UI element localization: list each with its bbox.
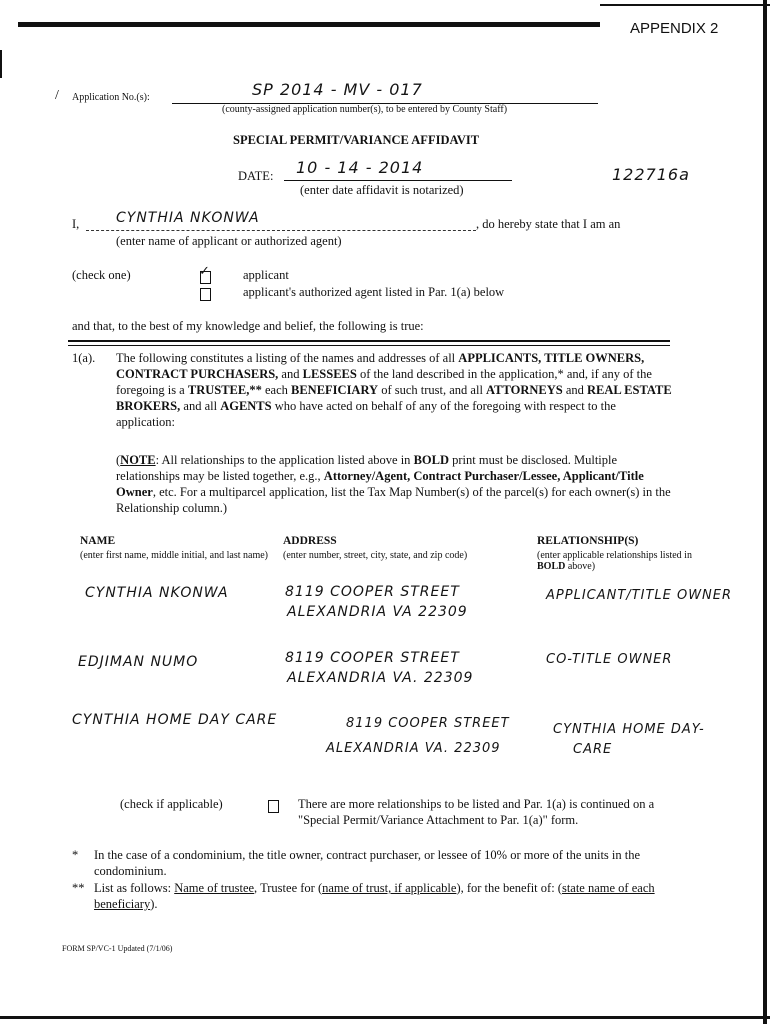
margin-slash: / <box>55 88 59 103</box>
top-rule <box>18 22 600 27</box>
footnote-1-text: In the case of a condominium, the title owner, contract purchaser, or lessee of 10% or more of the units in the condominium. <box>94 848 641 878</box>
entry-2-relationship: CO-TITLE OWNER <box>546 652 673 667</box>
application-label: Application No.(s): <box>72 92 150 103</box>
footnote-2-text: List as follows: Name of trustee, Trustee for (name of trust, if applicable), for the benefit of: (state name of each beneficiary). <box>94 881 655 911</box>
more-relationships-checkbox[interactable] <box>268 797 279 815</box>
check-applicable-text: There are more relationships to be listed and Par. 1(a) is continued on a "Special Permit/Variance Attachment to Par. 1(a)" form. <box>298 797 655 827</box>
statement-prefix: I, <box>72 217 80 231</box>
column-relationship-title: RELATIONSHIP(S) <box>537 535 639 547</box>
check-mark: ✓ <box>199 264 211 279</box>
truth-line: and that, to the best of my knowledge and belief, the following is true: <box>72 319 424 333</box>
check-applicable-label: (check if applicable) <box>120 797 223 811</box>
column-address-note: (enter number, street, city, state, and zip code) <box>283 550 468 561</box>
left-scan-mark <box>0 50 2 78</box>
entry-3-address-line-1: 8119 COOPER STREET <box>346 716 510 731</box>
par-number: 1(a). <box>72 351 96 365</box>
date-stamp: 122716a <box>612 165 690 184</box>
statement-note: (enter name of applicant or authorized agent) <box>116 234 342 248</box>
right-page-edge <box>763 0 767 1024</box>
column-name-title: NAME <box>80 535 116 547</box>
top-right-rule <box>600 4 770 6</box>
footnote-1-mark: * <box>72 848 79 862</box>
form-id: FORM SP/VC-1 Updated (7/1/06) <box>62 944 173 953</box>
entry-3-address-line-2: ALEXANDRIA VA. 22309 <box>326 741 501 756</box>
checkbox-box <box>200 288 211 301</box>
checkbox-box <box>268 800 279 813</box>
section-separator <box>68 340 670 346</box>
entry-1-name: CYNTHIA NKONWA <box>85 585 229 601</box>
entry-3-name: CYNTHIA HOME DAY CARE <box>72 712 278 728</box>
application-note: (county-assigned application number(s), to be entered by County Staff) <box>222 104 508 115</box>
statement-suffix: , do hereby state that I am an <box>476 217 621 231</box>
bottom-page-edge <box>0 1016 770 1019</box>
appendix-label: APPENDIX 2 <box>630 20 719 37</box>
statement-line <box>86 230 476 231</box>
column-address-title: ADDRESS <box>283 535 337 547</box>
entry-2-address-line-2: ALEXANDRIA VA. 22309 <box>287 670 474 686</box>
date-line <box>284 180 512 181</box>
application-number: SP 2014 - MV - 017 <box>252 80 423 99</box>
entry-2-name: EDJIMAN NUMO <box>78 654 199 670</box>
note-block: (NOTE: All relationships to the application listed above in BOLD print must be disclosed. Multiple relationships may be listed together, e.g., Attorney/Agent, Contract Purchaser/Lessee, Applicant/Title Owner, etc. For a multiparcel application, list the Tax Map Number(s) of the parcel(s) for each owner(s) in the Relationship column.) <box>116 453 671 515</box>
entry-1-address-line-2: ALEXANDRIA VA 22309 <box>287 604 468 620</box>
footnote-2-mark: ** <box>72 881 85 895</box>
par-1a-text: The following constitutes a listing of the names and addresses of all APPLICANTS, TITLE OWNERS, CONTRACT PURCHASERS, and LESSEES of the land described in the application,* and, if any of the foregoing is a TRUSTEE,** each BENEFICIARY of such trust, and all ATTORNEYS and REAL ESTATE BROKERS, and all AGENTS who have acted on behalf of any of the foregoing with respect to the application: <box>116 351 672 429</box>
option-agent-label: applicant's authorized agent listed in Par. 1(a) below <box>243 285 505 299</box>
agent-checkbox[interactable] <box>200 285 211 303</box>
option-applicant-label: applicant <box>243 268 289 282</box>
statement-name: CYNTHIA NKONWA <box>116 210 260 226</box>
entry-1-relationship: APPLICANT/TITLE OWNER <box>546 588 733 603</box>
form-title: SPECIAL PERMIT/VARIANCE AFFIDAVIT <box>233 133 480 147</box>
column-name-note: (enter first name, middle initial, and last name) <box>80 550 268 561</box>
column-relationship-note: (enter applicable relationships listed in BOLD above) <box>537 550 692 572</box>
date-note: (enter date affidavit is notarized) <box>300 183 464 197</box>
entry-2-address-line-1: 8119 COOPER STREET <box>285 650 460 666</box>
entry-1-address-line-1: 8119 COOPER STREET <box>285 584 460 600</box>
date-value: 10 - 14 - 2014 <box>296 158 424 177</box>
date-label: DATE: <box>238 169 274 183</box>
check-one-label: (check one) <box>72 268 131 282</box>
entry-3-relationship-line-1: CYNTHIA HOME DAY- <box>553 722 705 737</box>
entry-3-relationship-line-2: CARE <box>573 742 613 757</box>
